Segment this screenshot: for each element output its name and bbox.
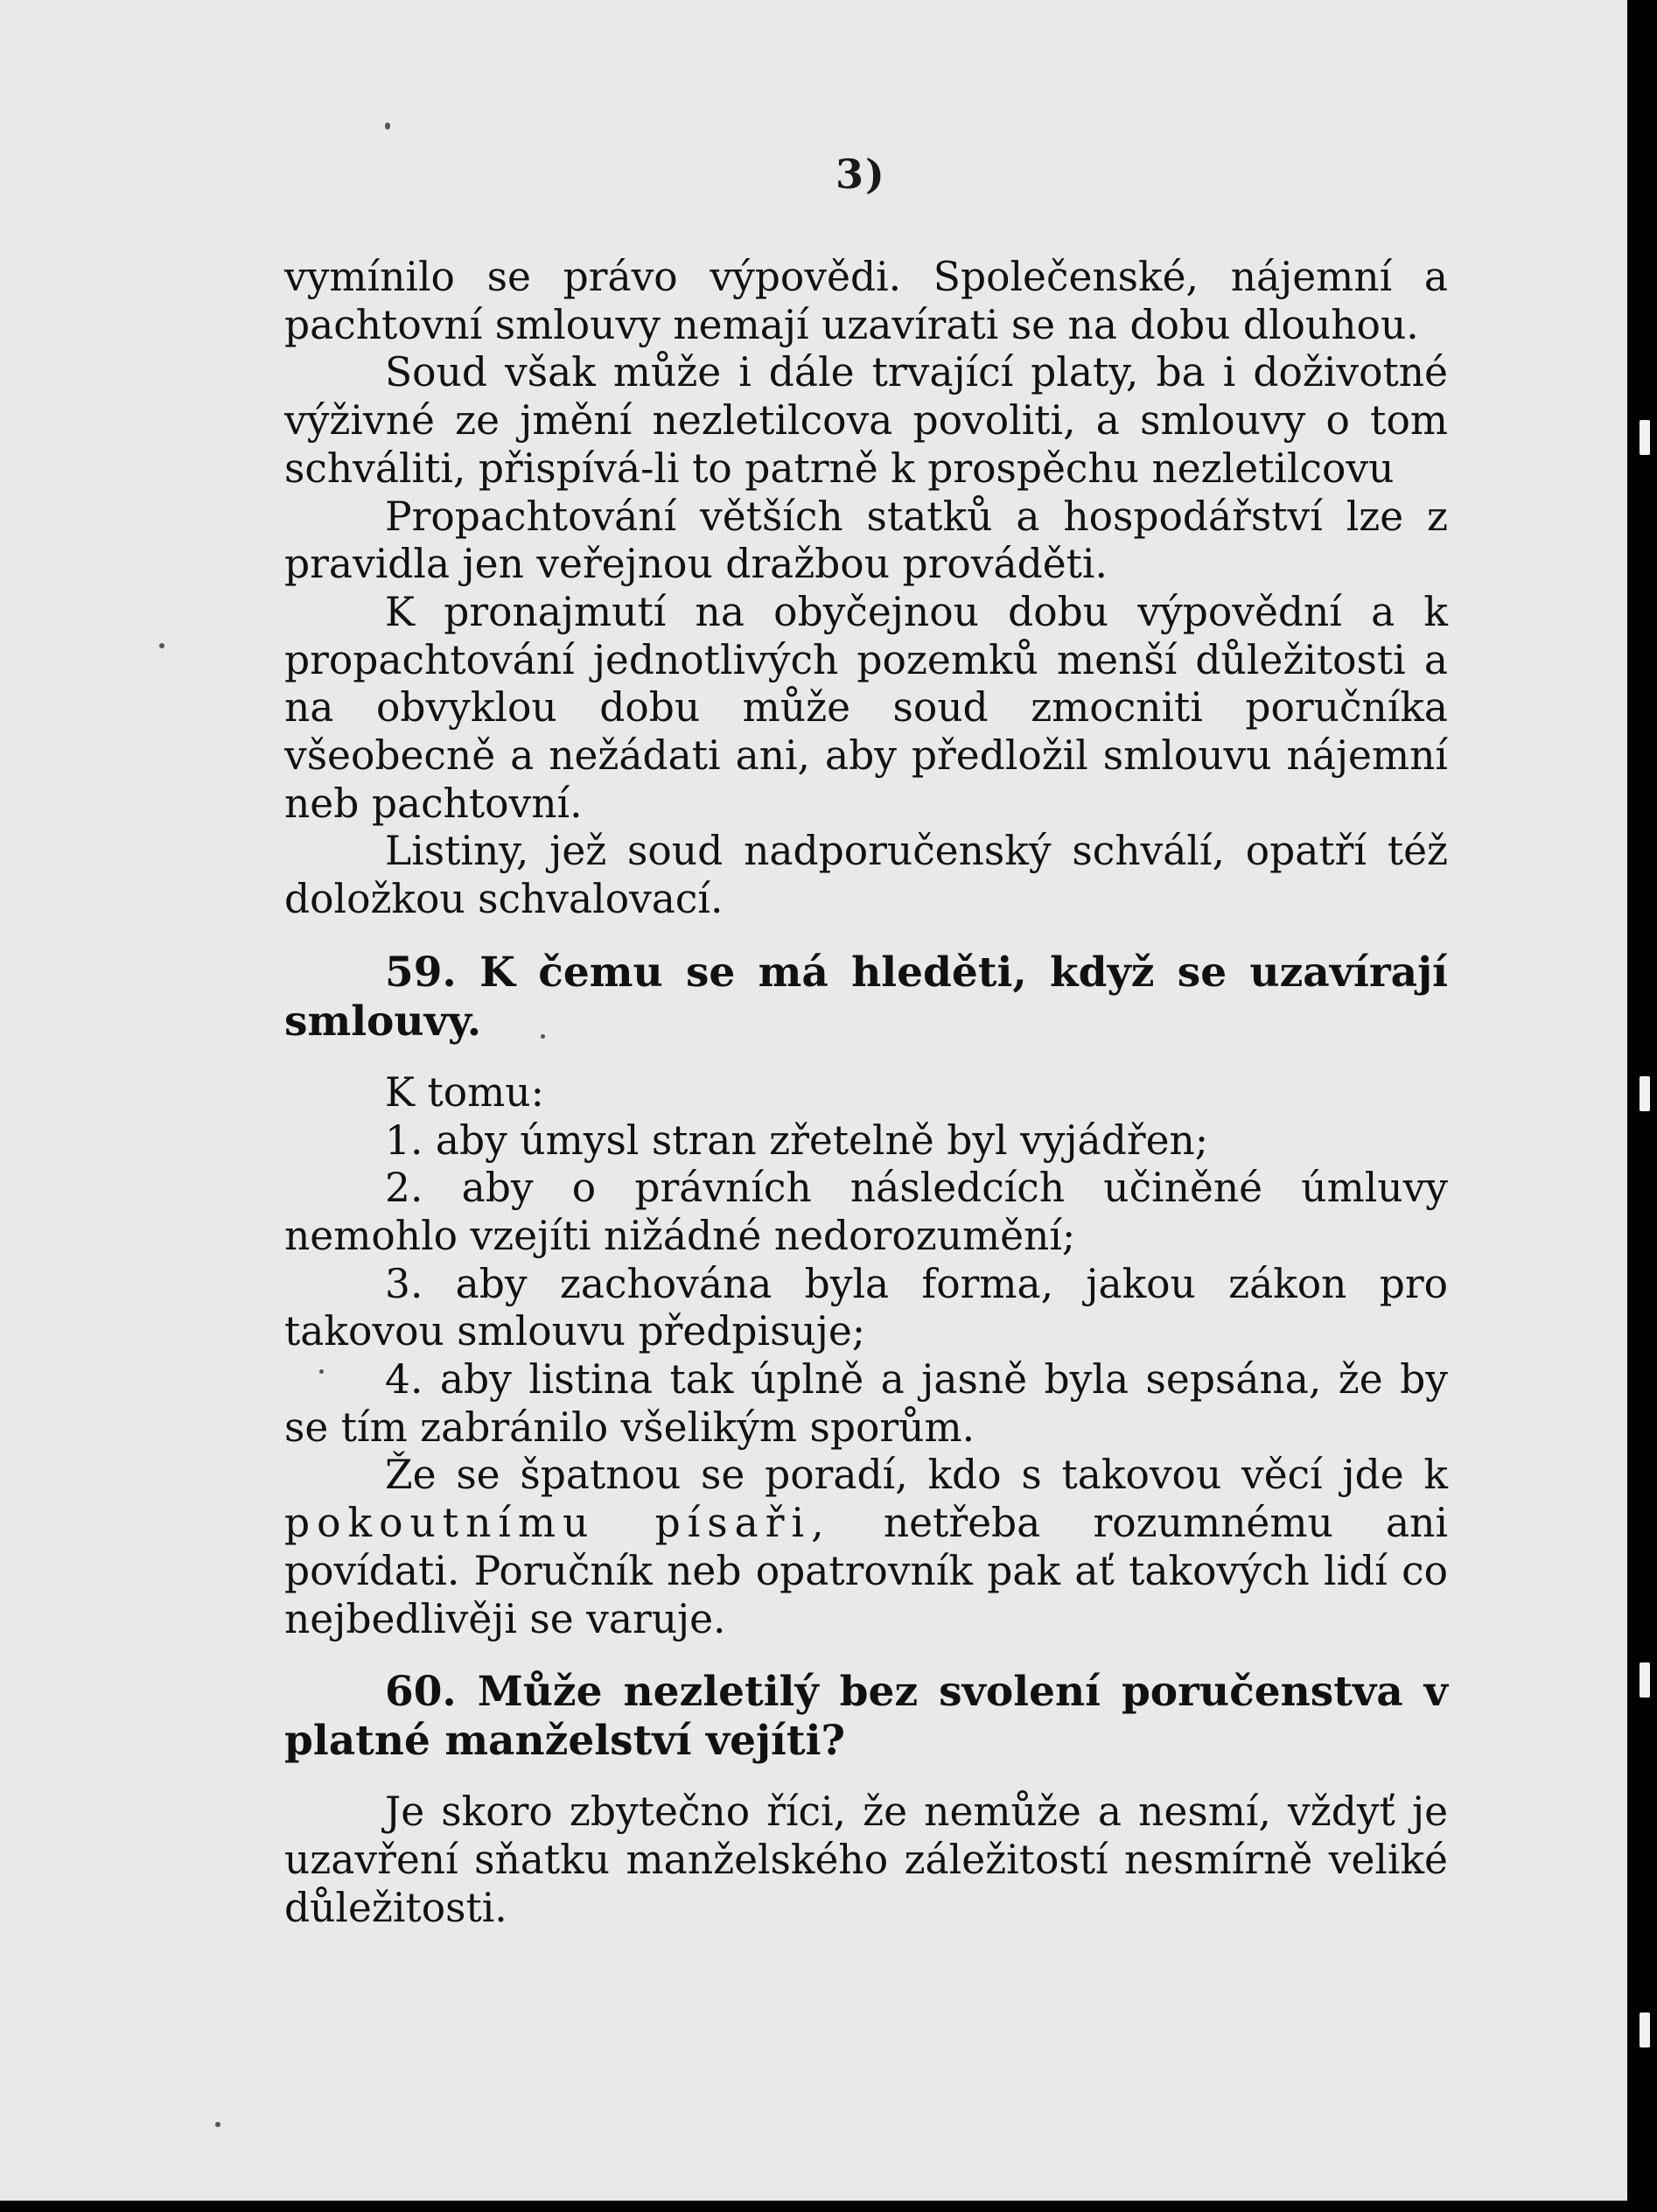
paragraph-approval-clause: Listiny, jež soud nadporučenský schválí, opatří též doložkou schvalovací. bbox=[284, 828, 1448, 923]
page-number: 3) bbox=[835, 150, 886, 198]
closing-text-spaced: pokoutnímu písaři, bbox=[284, 1500, 831, 1547]
section-59-heading: 59. K čemu se má hleděti, když se uzavírají smlouvy. bbox=[284, 948, 1448, 1046]
scan-speck bbox=[319, 1369, 324, 1374]
paragraph-lease-authority: K pronajmutí na obyčejnou dobu výpovědní a k propachtování jednotlivých pozemků menší důležitosti a na obvyklou dobu může soud zmocniti poručníka všeobecně a nežádati ani, aby předložil smlouvu nájemní neb pachtovní. bbox=[284, 588, 1448, 827]
edge-mark bbox=[1640, 2012, 1650, 2048]
scan-speck bbox=[541, 1034, 545, 1039]
section-59-intro: K tomu: bbox=[385, 1068, 544, 1116]
list-item: 3. aby zachována byla forma, jakou zákon pro takovou smlouvu předpisuje; bbox=[284, 1260, 1448, 1355]
closing-text-before: Že se špatnou se poradí, kdo s takovou věcí jde k bbox=[385, 1452, 1448, 1499]
section-59-closing bbox=[284, 1452, 1448, 1643]
section-60-text: Je skoro zbytečno říci, že nemůže a nesmí, vždyť je uzavření sňatku manželského záležitostí nesmírně veliké důležitosti. bbox=[284, 1788, 1448, 1931]
list-item: 4. aby listina tak úplně a jasně byla sepsána, že by se tím zabránilo všelikým sporům. bbox=[284, 1356, 1448, 1451]
edge-mark bbox=[1640, 420, 1650, 455]
scan-speck bbox=[385, 122, 390, 130]
paragraph-court-payments: Soud však může i dále trvající platy, ba i doživotné výživné ze jmění nezletilcova povoliti, a smlouvy o tom schváliti, přispívá-li to patrně k prospěchu nezletilcovu bbox=[284, 349, 1448, 492]
scan-edge bbox=[1627, 0, 1657, 2212]
list-item: 2. aby o právních následcích učiněné úmluvy nemohlo vzejíti nižádné nedorozumění; bbox=[284, 1165, 1448, 1259]
paragraph-leasing-estates: Propachtování větších statků a hospodářství lze z pravidla jen veřejnou dražbou prováděti. bbox=[284, 493, 1448, 588]
edge-mark bbox=[1640, 1662, 1650, 1698]
paragraph-continuation: vymínilo se právo výpovědi. Společenské, nájemní a pachtovní smlouvy nemají uzavírati se na dobu dlouhou. bbox=[284, 254, 1448, 348]
edge-mark bbox=[1640, 1076, 1650, 1111]
list-item: 1. aby úmysl stran zřetelně byl vyjádřen; bbox=[385, 1116, 1209, 1164]
closing-text-after: netřeba rozumnému ani povídati. Poručník neb opatrovník pak ať takových lidí co nejbedlivěji se varuje. bbox=[284, 1500, 1449, 1642]
scan-speck bbox=[159, 643, 164, 648]
scan-speck bbox=[215, 2122, 220, 2127]
page-body bbox=[284, 254, 1448, 1932]
section-60-heading: 60. Může nezletilý bez svolení poručenstva v platné manželství vejíti? bbox=[284, 1668, 1448, 1766]
